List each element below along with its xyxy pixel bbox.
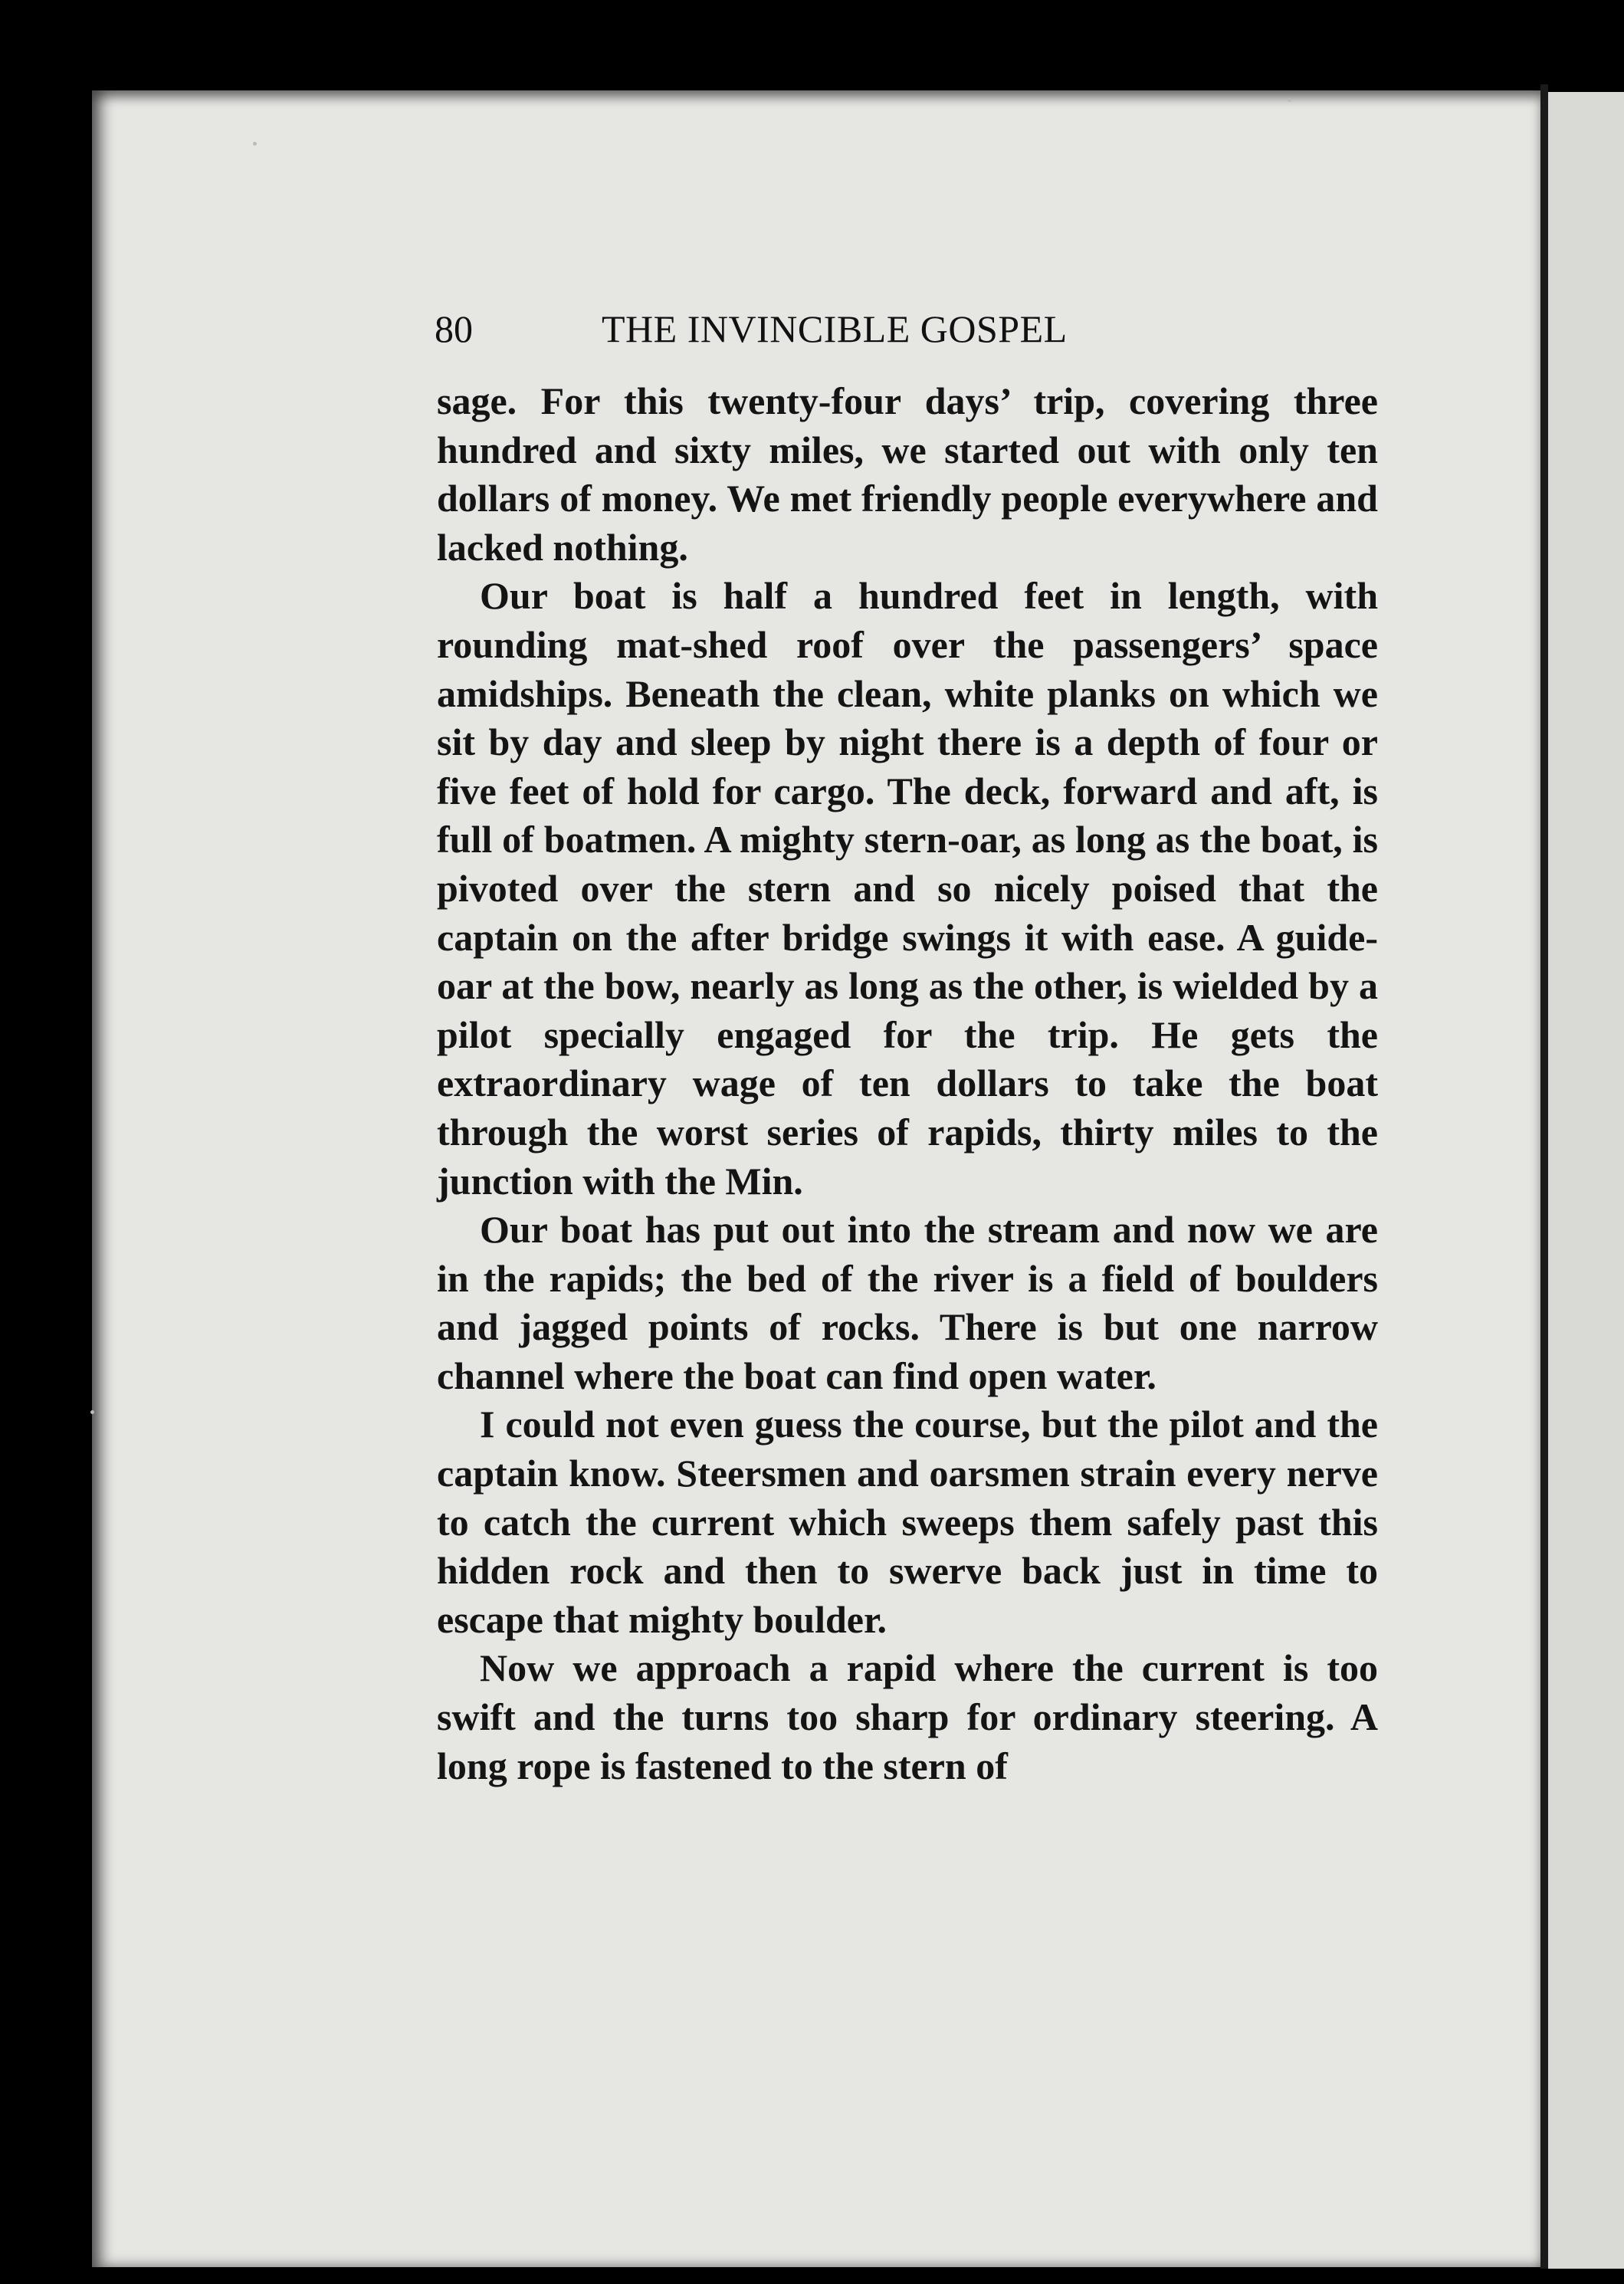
paragraph: Our boat is half a hundred feet in length, with rounding mat-shed roof over the passengers’ space amidships. Beneath the clean, white planks on which we sit by day and sleep by night there is a depth of four or five feet of hold for cargo. The deck, forward and aft, is full of boatmen. A mighty stern-oar, as long as the boat, is pivoted over the stern and so nicely poised that the captain on the after bridge swings it with ease. A guide-oar at the bow, nearly as long as the other, is wielded by a pilot specially engaged for the trip. He gets the extraordinary wage of ten dollars to take the boat through the worst series of rapids, thirty miles to the junction with the Min. [437,574,1378,1203]
running-head [341,307,1376,360]
page-gutter-edge [1540,84,1548,2269]
paragraph: I could not even guess the course, but the pilot and the captain know. Steersmen and oarsmen strain every nerve to catch the current which sweeps them safely past this hidden rock and then to swerve back just in time to escape that mighty boulder. [437,1403,1378,1641]
scan-speck [1288,98,1291,102]
running-title: THE INVINCIBLE GOSPEL [602,307,1068,350]
facing-page-edge [1548,92,1624,2269]
paragraph: Our boat has put out into the stream and now we are in the rapids; the bed of the river is a field of boulders and jagged points of rocks. There is but one narrow channel where the boat can find open water. [437,1208,1378,1397]
page-number: 80 [435,307,473,350]
body-text [437,377,1378,1790]
paragraph: Now we approach a rapid where the current is too swift and the turns too sharp for ordinary steering. A long rope is fastened to the stern of [437,1646,1378,1787]
scan-speck [90,1410,94,1414]
paragraph: sage. For this twenty-four days’ trip, covering three hundred and sixty miles, we started out with only ten dollars of money. We met friendly people everywhere and lacked nothing. [437,379,1378,569]
scan-speck [253,142,257,146]
